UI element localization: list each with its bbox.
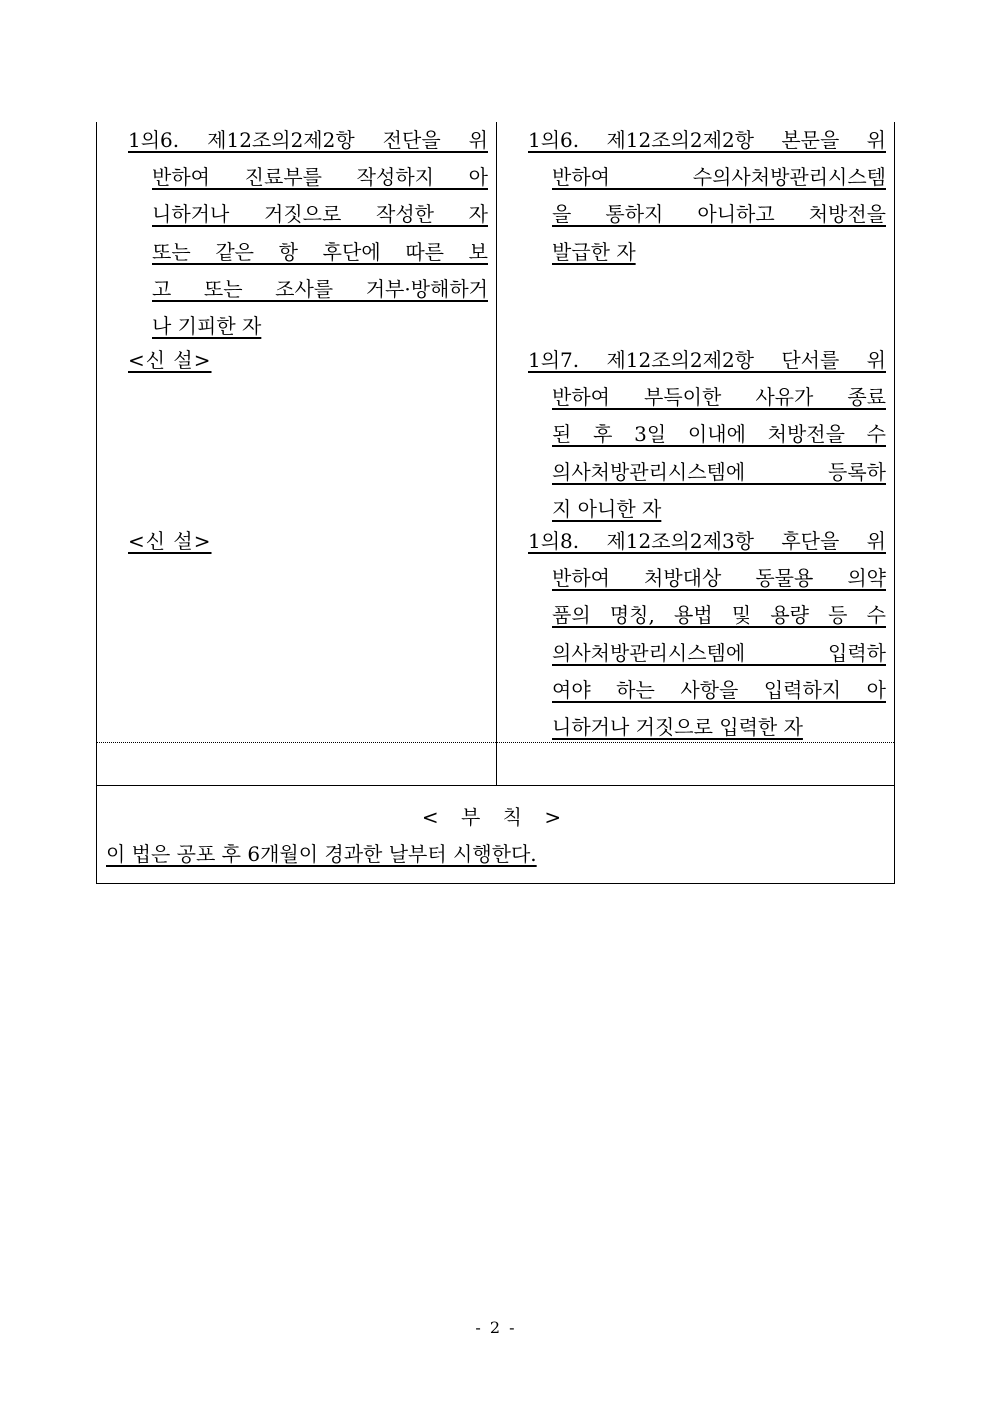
text-line: 반하여 부득이한 사유가 종료 [552,385,886,410]
text-line: 반하여 수의사처방관리시스템 [552,165,886,190]
new-provision-mark: <신 설> [128,348,212,372]
text-line: 1의8. 제12조의2제3항 후단을 위 [528,529,886,553]
amendment-item-1-6 [528,122,886,271]
supplementary-title: < 부 칙 > [421,805,570,829]
page-number: - 2 - [475,1318,517,1337]
text-line: 의사처방관리시스템에 입력하 [552,640,886,665]
text-line: 반하여 진료부를 작성하지 아 [152,165,488,190]
text-line: 여야 하는 사항을 입력하지 아 [552,677,886,702]
new-provision-mark: <신 설> [128,529,212,553]
column-divider [496,122,497,785]
text-line: 또는 같은 항 후단에 따른 보 [152,239,488,264]
text-line: 된 후 3일 이내에 처방전을 수 [552,422,886,447]
text-line: 지 아니한 자 [552,496,662,521]
amendment-item-1-7 [528,342,886,528]
text-line: 고 또는 조사를 거부·방해하거 [152,276,488,301]
current-law-item-1-6 [128,122,488,345]
text-line: 나 기피한 자 [152,313,262,338]
text-line: 1의6. 제12조의2제2항 전단을 위 [128,128,488,152]
text-line: 의사처방관리시스템에 등록하 [552,459,886,484]
text-line: 반하여 처방대상 동물용 의약 [552,566,886,591]
supplementary-body: 이 법은 공포 후 6개월이 경과한 날부터 시행한다. [106,842,537,866]
amendment-item-1-8 [528,523,886,746]
text-line: 발급한 자 [552,239,636,264]
text-line: 품의 명칭, 용법 및 용량 등 수 [552,603,886,628]
text-line: 1의6. 제12조의2제2항 본문을 위 [528,128,886,152]
text-line: 을 통하지 아니하고 처방전을 [552,202,886,227]
text-line: 1의7. 제12조의2제2항 단서를 위 [528,348,886,372]
text-line: 니하거나 거짓으로 작성한 자 [152,202,488,227]
text-line: 니하거나 거짓으로 입력한 자 [552,714,803,739]
table-section-divider [97,785,894,786]
